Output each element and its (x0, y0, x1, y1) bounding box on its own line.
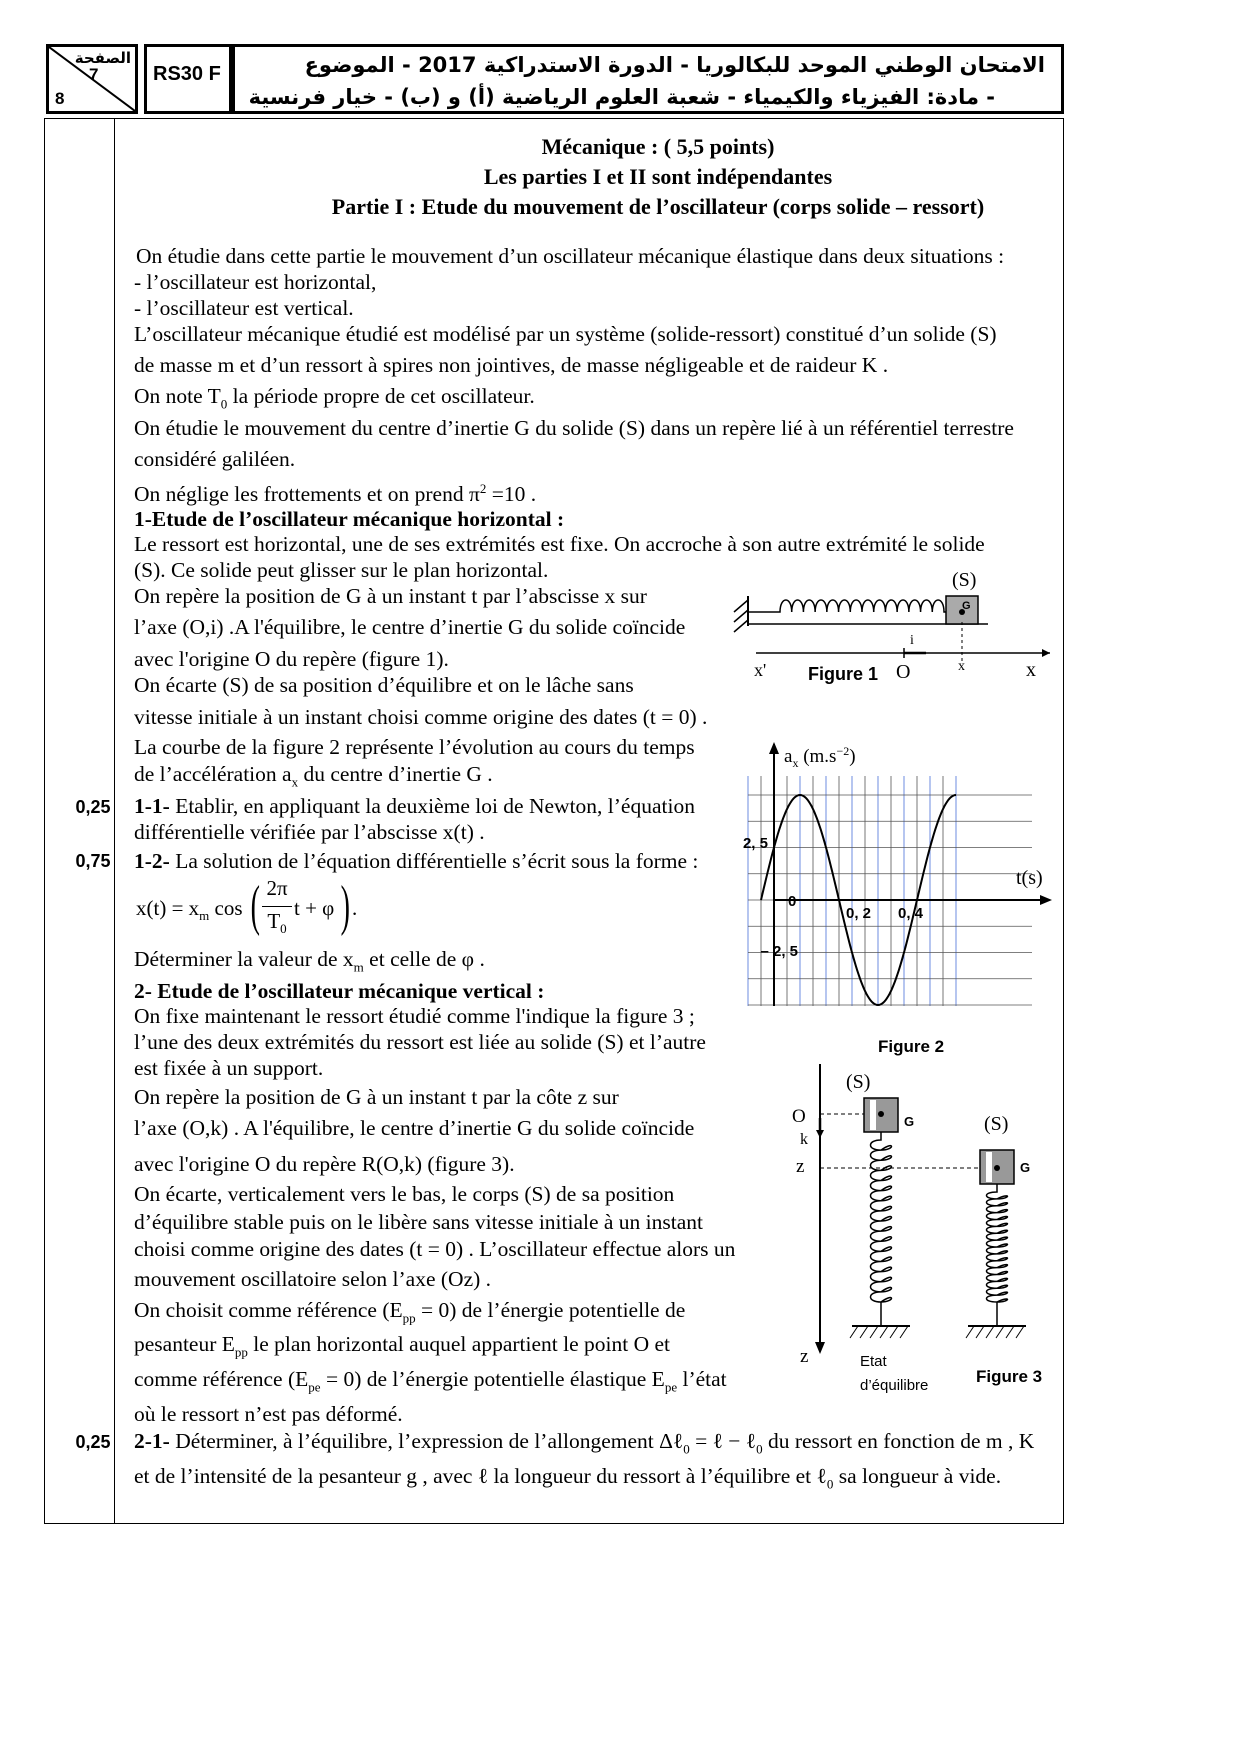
x-axis-chart-arrow (1040, 895, 1052, 905)
x-tick-1: 0, 2 (846, 905, 872, 922)
part1-line-5: avec l'origine O du repère (figure 1). (134, 647, 449, 671)
page-total: 8 (55, 89, 65, 108)
figure-2-chart (740, 738, 1060, 1060)
y-tick-pos: 2, 5 (742, 835, 768, 852)
page-number: 7 (89, 65, 99, 84)
chart-grid (748, 776, 1032, 1006)
k-label: k (800, 1131, 808, 1148)
score-q21: 0,25 (75, 1432, 111, 1452)
score-q11: 0,25 (75, 797, 111, 817)
part2-line-10: mouvement oscillatoire selon l’axe (Oz) . (134, 1267, 492, 1291)
g-label-displaced: G (1020, 1160, 1031, 1175)
z-axis-arrow (815, 1342, 825, 1354)
k-arrow (816, 1130, 824, 1138)
solid-label-displaced: (S) (984, 1113, 1009, 1135)
solid-s-displaced-highlight (986, 1152, 992, 1182)
question-1-1: 1-1- Etablir, en appliquant la deuxième loi de Newton, l’équation (134, 794, 695, 818)
x-axis-label: x (1026, 659, 1036, 681)
figure-1-label: Figure 1 (808, 664, 879, 684)
intro-line-6: On note $T_0$ la période propre de cet oscillateur. (134, 384, 535, 412)
part-title: Partie I : Etude du mouvement de l’oscillateur (corps solide – ressort) (331, 194, 985, 219)
exam-code: RS30 F (153, 63, 221, 85)
x-position-label: x (958, 659, 965, 674)
equilibre-label: d’équilibre (860, 1377, 929, 1394)
origin-o-label: O (896, 661, 911, 683)
part2-line-13: comme référence $(E_{pe} = 0)$ de l’énergie potentielle élastique $E_{pe}$ l’état (134, 1367, 727, 1395)
horizontal-spring (748, 600, 946, 612)
part1-line-2: (S). Ce solide peut glisser sur le plan horizontal. (134, 558, 549, 582)
intro-line-3: - l’oscillateur est vertical. (134, 296, 354, 320)
part2-line-1: On fixe maintenant le ressort étudié comme l'indique la figure 3 ; (134, 1004, 695, 1028)
part1-line-4: l’axe (O,i) .A l'équilibre, le centre d’inertie G du solide coïncide (134, 615, 686, 639)
solid-label: (S) (952, 569, 977, 591)
x-axis-chart-label: t(s) (1016, 867, 1043, 889)
ground-hatch-2 (966, 1326, 1026, 1338)
equation-solution: $x(t) = x_m$ cos ( 2π $T_0$ t + φ ) . (136, 875, 358, 937)
x-prime-label: x' (754, 660, 767, 680)
g-displaced (994, 1165, 1000, 1171)
exam-title-line2: - مادة: الفيزياء والكيمياء - شعبة العلوم الرياضية (أ) و (ب) - خيار فرنسية (248, 85, 995, 109)
figure-1 (720, 566, 1060, 690)
exam-title-box (232, 44, 1064, 114)
part1-line-7: vitesse initiale à un instant choisi comme origine des dates (t = 0) . (134, 705, 708, 729)
part2-line-2: l’une des deux extrémités du ressort est liée au solide (S) et l’autre (134, 1030, 706, 1054)
part2-line-4: On repère la position de G à un instant t par la côte z sur (134, 1085, 619, 1109)
z-label-top: z (796, 1156, 805, 1177)
part2-line-5: l’axe (O,k) . A l'équilibre, le centre d’inertie G du solide coïncide (134, 1116, 695, 1140)
g-label: G (962, 600, 971, 612)
ground-hatch-1 (850, 1326, 910, 1338)
part2-line-7: On écarte, verticalement vers le bas, le corps (S) de sa position (134, 1182, 675, 1206)
question-1-1-line-2: différentielle vérifiée par l’abscisse x(t) . (134, 820, 485, 844)
page-label: الصفحة (74, 49, 131, 67)
part2-heading: 2- Etude de l’oscillateur mécanique vertical : (134, 979, 545, 1003)
exam-title-line1: الامتحان الوطني الموحد للبكالوريا - الدورة الاستدراكية 2017 - الموضوع (304, 53, 1045, 77)
question-2-1-line-2: et de l’intensité de la pesanteur g , avec ℓ la longueur du ressort à l’équilibre et ℓ$_0$ sa longueur à vide. (134, 1464, 1002, 1492)
y-axis-arrow (769, 742, 779, 754)
score-q12: 0,75 (75, 851, 111, 871)
g-label-equilibrium: G (904, 1114, 915, 1129)
part2-line-14: où le ressort n’est pas déformé. (134, 1402, 403, 1426)
y-tick-zero: 0 (788, 893, 797, 910)
intro-line-1: On étudie dans cette partie le mouvement d’un oscillateur mécanique élastique dans deux situations : (136, 244, 1005, 268)
intro-line-2: - l’oscillateur est horizontal, (134, 270, 377, 294)
part2-line-12: pesanteur $E_{pp}$ le plan horizontal auquel appartient le point O et (134, 1332, 670, 1360)
section-subtitle: Les parties I et II sont indépendantes (483, 164, 833, 189)
solid-label-equilibrium: (S) (846, 1071, 871, 1093)
part1-line-9: de l’accélération $a_x$ du centre d’inertie G . (134, 762, 493, 790)
intro-line-8: considéré galiléen. (134, 447, 296, 471)
intro-line-4: L’oscillateur mécanique étudié est modélisé par un système (solide-ressort) constitué d’un solide (S) (134, 322, 997, 346)
part1-line-3: On repère la position de G à un instant t par l’abscisse x sur (134, 584, 647, 608)
score-column-divider (114, 118, 115, 1524)
i-label: i (910, 633, 914, 648)
part1-heading: 1-Etude de l’oscillateur mécanique horizontal : (134, 507, 565, 531)
part1-line-1: Le ressort est horizontal, une de ses extrémités est fixe. On accroche à son autre extrémité le solide (134, 532, 985, 556)
part1-line-8: La courbe de la figure 2 représente l’évolution au cours du temps (134, 735, 695, 759)
vertical-spring-equilibrium (871, 1132, 892, 1326)
part2-line-8: d’équilibre stable puis on le libère sans vitesse initiale à un instant (134, 1210, 704, 1234)
question-2-1: 2-1- Déterminer, à l’équilibre, l’expression de l’allongement Δℓ$_0$ = ℓ − ℓ$_0$ du ressort en fonction de m , K (134, 1429, 1035, 1457)
vertical-spring-displaced (987, 1184, 1008, 1326)
intro-line-5: de masse m et d’un ressort à spires non jointives, de masse négligeable et de raideur K . (134, 353, 889, 377)
g-equilibrium (878, 1111, 884, 1117)
wall-hatch (734, 596, 748, 632)
part2-line-6: avec l'origine O du repère R(O,k) (figure 3). (134, 1152, 515, 1176)
part1-line-6: On écarte (S) de sa position d’équilibre et on le lâche sans (134, 673, 634, 697)
solid-s-equilibrium-highlight (870, 1100, 876, 1130)
intro-line-9: On néglige les frottements et on prend $\pi^2 =10$ . (134, 481, 537, 507)
part2-line-9: choisi comme origine des dates (t = 0) . L’oscillateur effectue alors un (134, 1237, 736, 1261)
part2-line-3: est fixée à un support. (134, 1056, 324, 1080)
intro-line-7: On étudie le mouvement du centre d’inertie G du solide (S) dans un repère lié à un référentiel terrestre (134, 416, 1014, 440)
question-1-2-line-2: Déterminer la valeur de $x_m$ et celle de φ . (134, 947, 485, 975)
x-axis-arrow (1042, 649, 1050, 657)
z-label-bottom: z (800, 1346, 809, 1367)
figure-2-label: Figure 2 (878, 1037, 945, 1056)
x-tick-2: 0, 4 (898, 905, 924, 922)
origin-o-label-fig3: O (792, 1106, 806, 1127)
part2-line-11: On choisit comme référence $(E_{pp} = 0)$ de l’énergie potentielle de (134, 1298, 686, 1326)
page-number-box (46, 44, 138, 114)
question-1-2: 1-2- La solution de l’équation différentielle s’écrit sous la forme : (134, 849, 699, 873)
y-axis-label: $a_x$ $(m.s^{-2})$ (784, 744, 856, 770)
figure-3-label: Figure 3 (976, 1367, 1043, 1386)
figure-3 (780, 1064, 1060, 1404)
section-title: Mécanique : ( 5,5 points) (541, 134, 775, 159)
exam-code-box (144, 44, 232, 114)
y-tick-neg: – 2, 5 (760, 943, 798, 960)
etat-label: Etat (860, 1353, 887, 1370)
